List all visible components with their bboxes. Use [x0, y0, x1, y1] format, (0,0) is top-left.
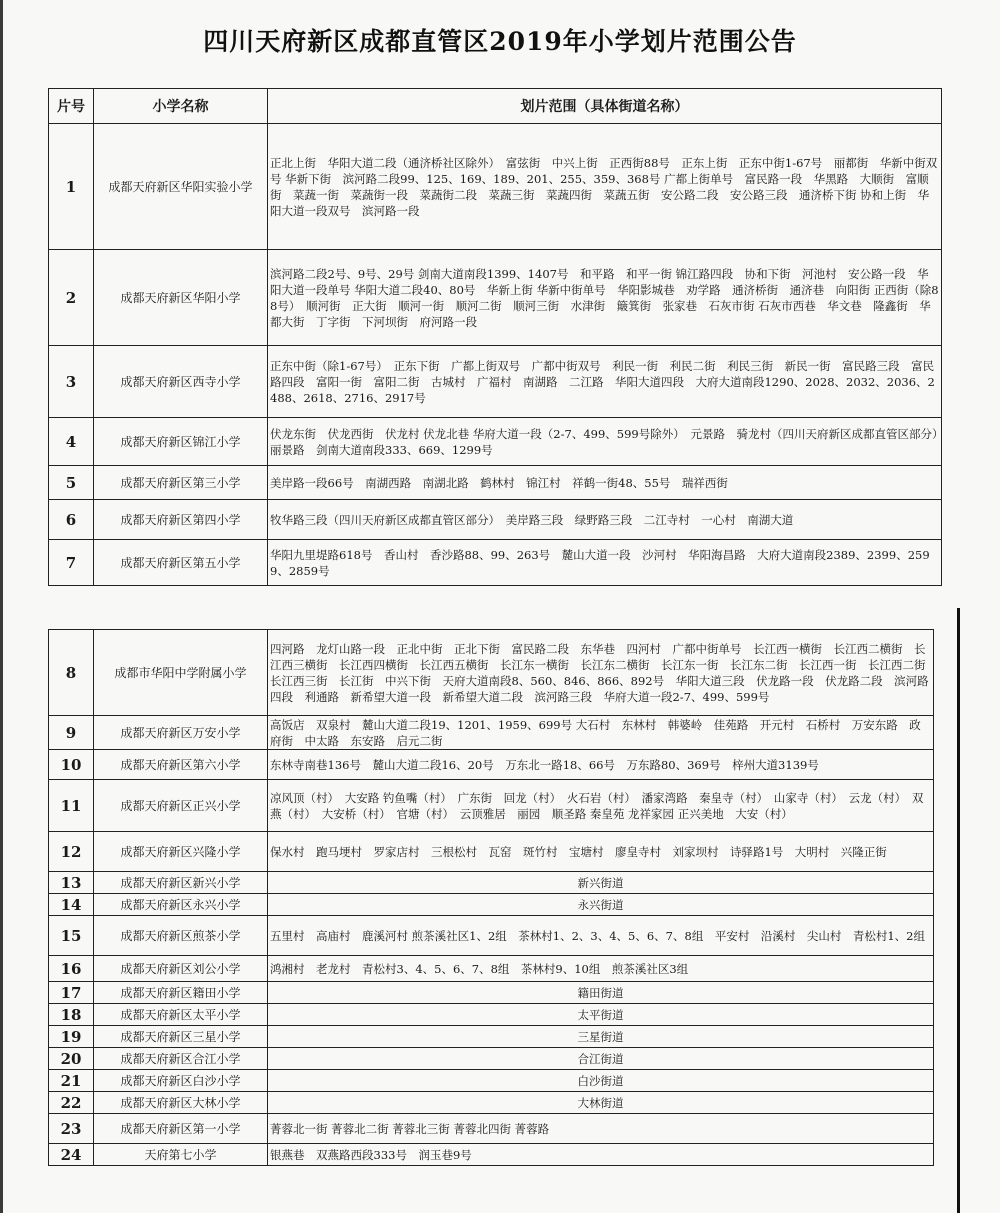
table-row — [49, 1144, 934, 1166]
school-name: 成都天府新区白沙小学 — [94, 1070, 268, 1092]
zone-number: 17 — [49, 982, 94, 1004]
table-row — [49, 1026, 934, 1048]
zone-range: 高饭店 双泉村 麓山大道二段19、1201、1959、699号 大石村 东林村 韩婆岭 佳苑路 开元村 石桥村 万安东路 政府街 中太路 东安路 启元二街 — [268, 716, 934, 750]
zone-range: 菁蓉北一街 菁蓉北二街 菁蓉北三街 菁蓉北四街 菁蓉路 — [268, 1114, 934, 1144]
school-name: 成都天府新区第一小学 — [94, 1114, 268, 1144]
zone-number: 7 — [49, 540, 94, 586]
table-row — [49, 124, 942, 250]
table-row — [49, 1114, 934, 1144]
school-name: 成都天府新区锦江小学 — [94, 418, 268, 466]
zone-number: 20 — [49, 1048, 94, 1070]
school-name: 成都天府新区合江小学 — [94, 1048, 268, 1070]
zone-number: 21 — [49, 1070, 94, 1092]
table-row — [49, 832, 934, 872]
zone-number: 2 — [49, 250, 94, 346]
table-row — [49, 750, 934, 780]
school-name: 成都天府新区煎茶小学 — [94, 916, 268, 956]
school-name: 成都天府新区万安小学 — [94, 716, 268, 750]
page-title: 四川天府新区成都直管区2019年小学划片范围公告 — [203, 27, 797, 56]
zone-range: 正北上街 华阳大道二段（通济桥社区除外） 富弦街 中兴上街 正西街88号 正东上街 正东中街1-67号 丽都街 华新中街双号 华新下街 滨河路二段99、125、169、189、201、255、359、368号 广都上街单号 富民路一段 华黑路 大顺街 富顺街 菜蔬一街 菜蔬街一段 菜蔬街二段 菜蔬三街 菜蔬四街 菜蔬五街 安公路二段 安公路三段 通济桥下街 协和上街 华阳大道一段双号 滨河路一段 — [268, 124, 942, 250]
table-row — [49, 500, 942, 540]
table-row — [49, 916, 934, 956]
zone-range: 凉风顶（村） 大安路 钓鱼嘴（村） 广东街 回龙（村） 火石岩（村） 潘家湾路 秦皇寺（村） 山家寺（村） 云龙（村） 双燕（村） 大安桥（村） 官塘（村） 云顶雅居 丽园 顺圣路 秦皇苑 龙祥家园 正兴美地 大安（村） — [268, 780, 934, 832]
table-row — [49, 250, 942, 346]
school-name: 成都天府新区三星小学 — [94, 1026, 268, 1048]
zone-number: 5 — [49, 466, 94, 500]
table-row — [49, 1004, 934, 1026]
school-name: 成都天府新区第六小学 — [94, 750, 268, 780]
zone-range: 牧华路三段（四川天府新区成都直管区部分） 美岸路三段 绿野路三段 二江寺村 一心村 南湖大道 — [268, 500, 942, 540]
school-name: 成都市华阳中学附属小学 — [94, 630, 268, 716]
table-row — [49, 418, 942, 466]
table-row — [49, 1070, 934, 1092]
table-row — [49, 346, 942, 418]
zone-number: 13 — [49, 872, 94, 894]
zone-range: 五里村 高庙村 鹿溪河村 煎茶溪社区1、2组 茶林村1、2、3、4、5、6、7、8组 平安村 沿溪村 尖山村 青松村1、2组 — [268, 916, 934, 956]
header-no: 片号 — [49, 89, 94, 124]
zone-number: 12 — [49, 832, 94, 872]
school-name: 成都天府新区永兴小学 — [94, 894, 268, 916]
zone-range: 华阳九里堤路618号 香山村 香沙路88、99、263号 麓山大道一段 沙河村 华阳海昌路 大府大道南段2389、2399、2599、2859号 — [268, 540, 942, 586]
zone-number: 6 — [49, 500, 94, 540]
school-name: 成都天府新区西寺小学 — [94, 346, 268, 418]
zone-range: 伏龙东街 伏龙西街 伏龙村 伏龙北巷 华府大道一段（2-7、499、599号除外） 元景路 骑龙村（四川天府新区成都直管区部分） 丽景路 剑南大道南段333、669、1299号 — [268, 418, 942, 466]
table-row — [49, 982, 934, 1004]
zone-range: 银燕巷 双燕路西段333号 润玉巷9号 — [268, 1144, 934, 1166]
school-name: 成都天府新区刘公小学 — [94, 956, 268, 982]
zone-number: 9 — [49, 716, 94, 750]
zone-range: 合江街道 — [268, 1048, 934, 1070]
table-row — [49, 716, 934, 750]
page-right-edge — [957, 608, 960, 1213]
header-zone-range: 划片范围（具体街道名称） — [268, 89, 942, 124]
zone-number: 3 — [49, 346, 94, 418]
school-zone-table-bottom — [48, 629, 937, 1166]
zone-range: 三星街道 — [268, 1026, 934, 1048]
header-school-name: 小学名称 — [94, 89, 268, 124]
table-row — [49, 780, 934, 832]
zone-number: 4 — [49, 418, 94, 466]
school-name: 成都天府新区太平小学 — [94, 1004, 268, 1026]
school-name: 成都天府新区正兴小学 — [94, 780, 268, 832]
zone-range: 白沙街道 — [268, 1070, 934, 1092]
zone-range: 正东中街（除1-67号） 正东下街 广都上街双号 广都中街双号 利民一街 利民二街 利民三街 新民一街 富民路三段 富民路四段 富阳一街 富阳二街 古城村 广福村 南湖路 二江路 华阳大道四段 大府大道南段1290、2028、2032、2036、2488、2618、2716、2917号 — [268, 346, 942, 418]
school-name: 成都天府新区大林小学 — [94, 1092, 268, 1114]
table-row — [49, 872, 934, 894]
zone-range: 大林街道 — [268, 1092, 934, 1114]
school-name: 成都天府新区籍田小学 — [94, 982, 268, 1004]
zone-range: 新兴街道 — [268, 872, 934, 894]
table-row — [49, 540, 942, 586]
zone-range: 保水村 跑马埂村 罗家店村 三根松村 瓦窑 斑竹村 宝塘村 廖皇寺村 刘家坝村 诗驿路1号 大明村 兴隆正街 — [268, 832, 934, 872]
school-zone-table-top — [48, 88, 950, 586]
zone-range: 四河路 龙灯山路一段 正北中街 正北下街 富民路二段 东华巷 四河村 广都中街单号 长江西一横街 长江西二横街 长江西三横街 长江西四横街 长江西五横街 长江东一横街 长江东二横街 长江东一街 长江东二街 长江西一街 长江西二街 长江西三街 长江街 中兴下街 天府大道南段8、560、846、866、892号 华阳大道三段 伏龙路一段 伏龙路二段 滨河路四段 利通路 新希望大道一段 新希望大道二段 滨河路三段 华府大道一段2-7、499、599号 — [268, 630, 934, 716]
page-left-edge — [0, 0, 3, 1213]
table-row — [49, 1048, 934, 1070]
zone-number: 18 — [49, 1004, 94, 1026]
school-name: 成都天府新区华阳实验小学 — [94, 124, 268, 250]
zone-range: 美岸路一段66号 南湖西路 南湖北路 鹤林村 锦江村 祥鹤一街48、55号 瑞祥西街 — [268, 466, 942, 500]
school-name: 成都天府新区第三小学 — [94, 466, 268, 500]
school-name: 成都天府新区兴隆小学 — [94, 832, 268, 872]
zone-number: 1 — [49, 124, 94, 250]
zone-number: 15 — [49, 916, 94, 956]
zone-number: 19 — [49, 1026, 94, 1048]
zone-number: 11 — [49, 780, 94, 832]
zone-range: 籍田街道 — [268, 982, 934, 1004]
table-row — [49, 956, 934, 982]
school-name: 成都天府新区新兴小学 — [94, 872, 268, 894]
table-header-row — [49, 89, 942, 124]
school-name: 成都天府新区第五小学 — [94, 540, 268, 586]
school-name: 成都天府新区华阳小学 — [94, 250, 268, 346]
zone-number: 24 — [49, 1144, 94, 1166]
zone-number: 14 — [49, 894, 94, 916]
zone-range: 东林寺南巷136号 麓山大道二段16、20号 万东北一路18、66号 万东路80、369号 梓州大道3139号 — [268, 750, 934, 780]
zone-range: 滨河路二段2号、9号、29号 剑南大道南段1399、1407号 和平路 和平一街 锦江路四段 协和下街 河池村 安公路一段 华阳大道一段单号 华阳大道二段40、80号 华新上街 华新中街单号 华阳影城巷 劝学路 通济桥街 通济巷 向阳街 正西街（除88号） 顺河街 正大街 顺河一街 顺河二街 顺河三街 水津街 簸箕街 张家巷 石灰市街 石灰市西巷 华文巷 隆鑫街 华都大街 丁字街 下河坝街 府河路一段 — [268, 250, 942, 346]
zone-number: 23 — [49, 1114, 94, 1144]
table-row — [49, 1092, 934, 1114]
table-row — [49, 466, 942, 500]
table-row — [49, 630, 934, 716]
school-name: 成都天府新区第四小学 — [94, 500, 268, 540]
zone-range: 太平街道 — [268, 1004, 934, 1026]
table-row — [49, 894, 934, 916]
zone-number: 16 — [49, 956, 94, 982]
school-name: 天府第七小学 — [94, 1144, 268, 1166]
zone-range: 鸿湘村 老龙村 青松村3、4、5、6、7、8组 茶林村9、10组 煎茶溪社区3组 — [268, 956, 934, 982]
zone-number: 8 — [49, 630, 94, 716]
zone-number: 10 — [49, 750, 94, 780]
zone-number: 22 — [49, 1092, 94, 1114]
zone-range: 永兴街道 — [268, 894, 934, 916]
